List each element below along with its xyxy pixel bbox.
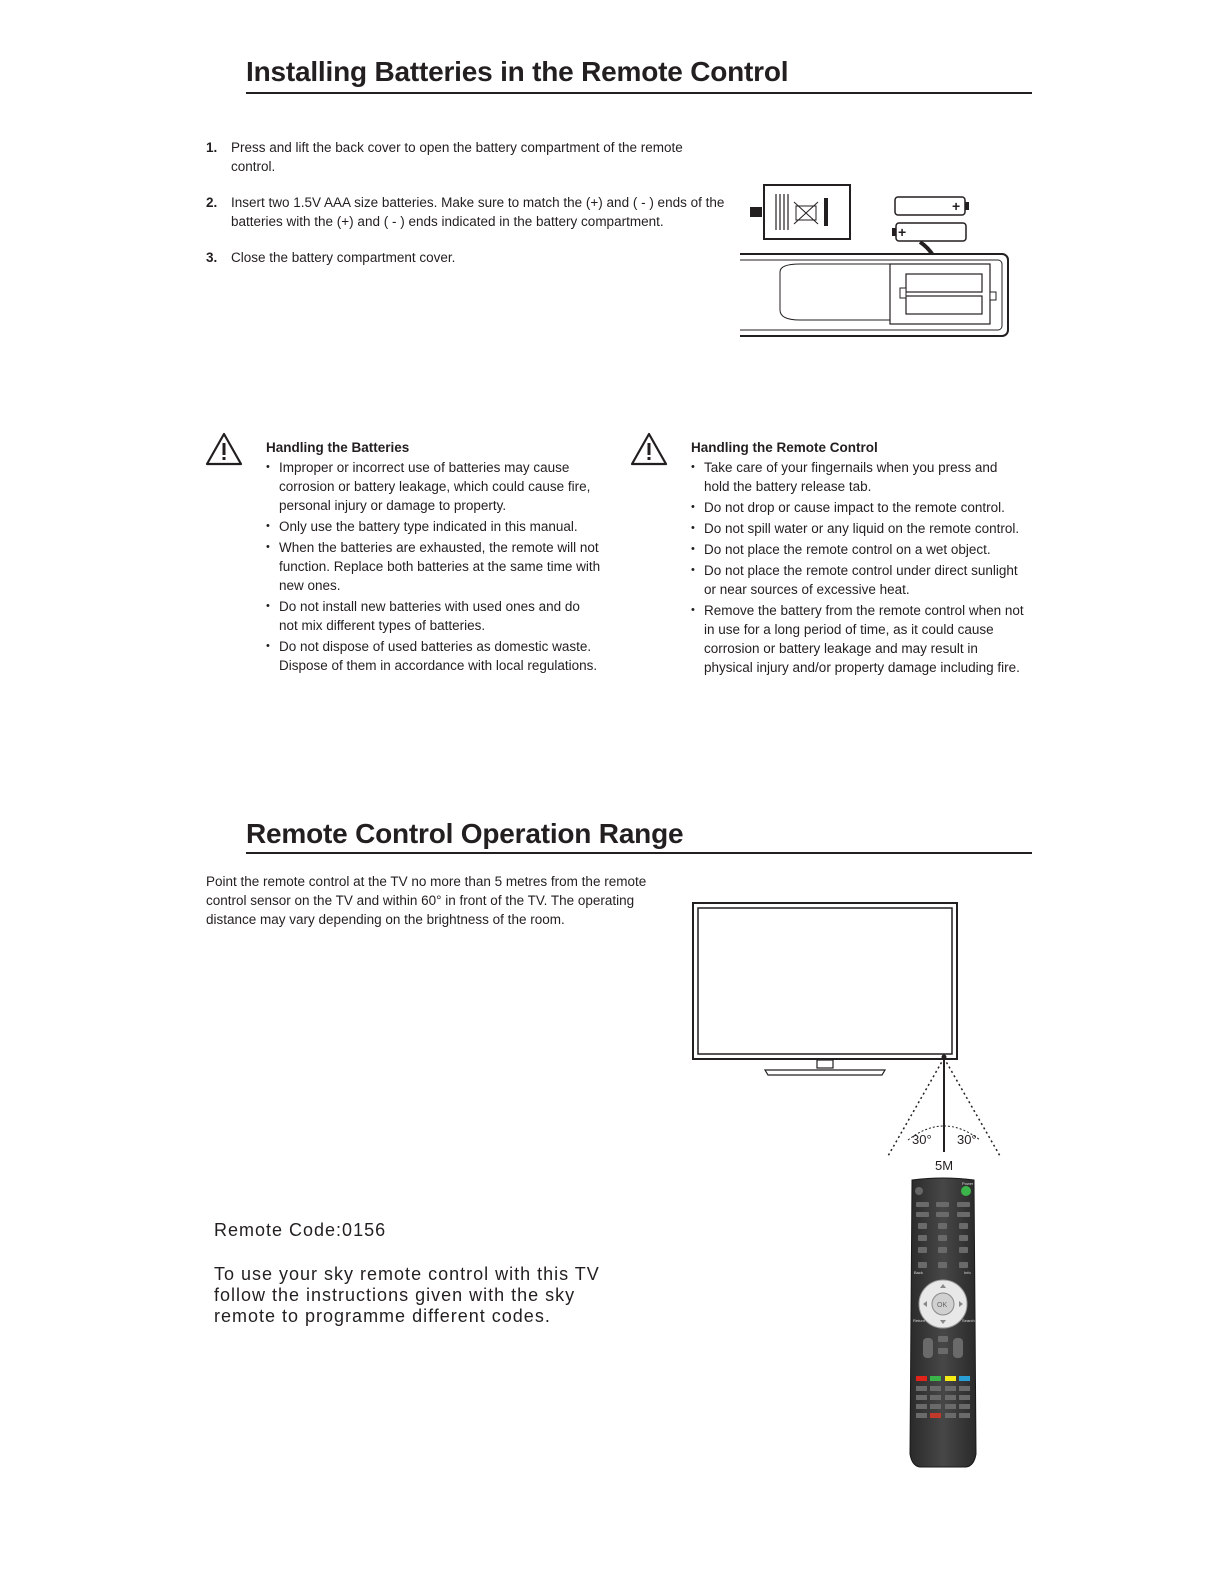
step-text: Press and lift the back cover to open the battery compartment of the remote control. — [231, 140, 683, 174]
remote-code: Remote Code:0156 — [214, 1220, 387, 1240]
handling-batteries-title: Handling the Batteries — [266, 440, 410, 455]
list-item: • Do not place the remote control on a wet object. — [691, 540, 1026, 559]
svg-text:+: + — [952, 198, 961, 214]
remote-control-illustration — [906, 1176, 980, 1470]
list-item: • Do not dispose of used batteries as domestic waste. Dispose of them in accordance with local regulations. — [266, 637, 601, 675]
warning-icon — [205, 432, 243, 466]
power-button — [961, 1186, 971, 1196]
back-label: Back — [914, 1270, 923, 1275]
sky-remote-instructions: To use your sky remote control with this TV follow the instructions given with the sky remote to programme different codes. — [214, 1264, 600, 1326]
section-title-batteries: Installing Batteries in the Remote Control — [246, 56, 789, 87]
list-item: • Take care of your fingernails when you press and hold the battery release tab. — [691, 458, 1026, 496]
green-key — [930, 1376, 941, 1381]
distance-label: 5M — [935, 1158, 954, 1173]
list-item: • Do not spill water or any liquid on the remote control. — [691, 519, 1026, 538]
svg-text:+: + — [898, 224, 907, 240]
blue-key — [959, 1376, 970, 1381]
list-item: • Remove the battery from the remote control when not in use for a long period of time, as it could cause corrosion or battery leakage and may result in physical injury and/or property damage including fire. — [691, 601, 1026, 677]
list-item: • Only use the battery type indicated in this manual. — [266, 517, 601, 536]
list-item: • Do not place the remote control under direct sunlight or near sources of excessive heat. — [691, 561, 1026, 599]
handling-remote-list — [691, 458, 1026, 677]
step-item — [206, 138, 726, 176]
step-text: Insert two 1.5V AAA size batteries. Make sure to match the (+) and ( - ) ends of the batteries with the (+) and ( - ) ends indicated in the battery compartment. — [231, 195, 725, 229]
red-key — [916, 1376, 927, 1381]
handling-remote-title: Handling the Remote Control — [691, 440, 878, 455]
step-item — [206, 248, 726, 267]
list-item: • Do not drop or cause impact to the remote control. — [691, 498, 1026, 517]
battery-compartment-illustration — [740, 180, 1030, 342]
handling-remote-block — [691, 438, 1026, 679]
power-label: Power — [962, 1181, 974, 1186]
list-item: • When the batteries are exhausted, the remote will not function. Replace both batteries at the same time with new ones. — [266, 538, 601, 595]
return-label: Return — [913, 1318, 926, 1323]
step-item — [206, 193, 726, 231]
angle-left-label: 30° — [912, 1132, 932, 1147]
step-text: Close the battery compartment cover. — [231, 250, 456, 265]
ok-label: OK — [937, 1302, 948, 1309]
list-item: • Improper or incorrect use of batteries may cause corrosion or battery leakage, which could cause fire, personal injury or damage to property. — [266, 458, 601, 515]
section-title-range: Remote Control Operation Range — [246, 818, 684, 849]
title-underline — [246, 92, 1032, 94]
warning-icon — [630, 432, 668, 466]
battery-install-steps — [206, 138, 726, 284]
svg-text:Search: Search — [962, 1318, 975, 1323]
step-number: 2. — [206, 195, 218, 210]
handling-batteries-block — [266, 438, 601, 677]
angle-right-label: 30° — [957, 1132, 977, 1147]
tv-range-diagram — [690, 900, 1020, 1180]
step-number: 1. — [206, 140, 218, 155]
handling-batteries-list — [266, 458, 601, 675]
title-underline — [246, 852, 1032, 854]
step-number: 3. — [206, 250, 218, 265]
yellow-key — [945, 1376, 956, 1381]
range-description: Point the remote control at the TV no more than 5 metres from the remote control sensor on the TV and within 60° in front of the TV. The operating distance may vary depending on the brightness of the room. — [206, 874, 647, 927]
list-item: • Do not install new batteries with used ones and do not mix different types of batteries. — [266, 597, 601, 635]
info-label: Info — [964, 1270, 971, 1275]
